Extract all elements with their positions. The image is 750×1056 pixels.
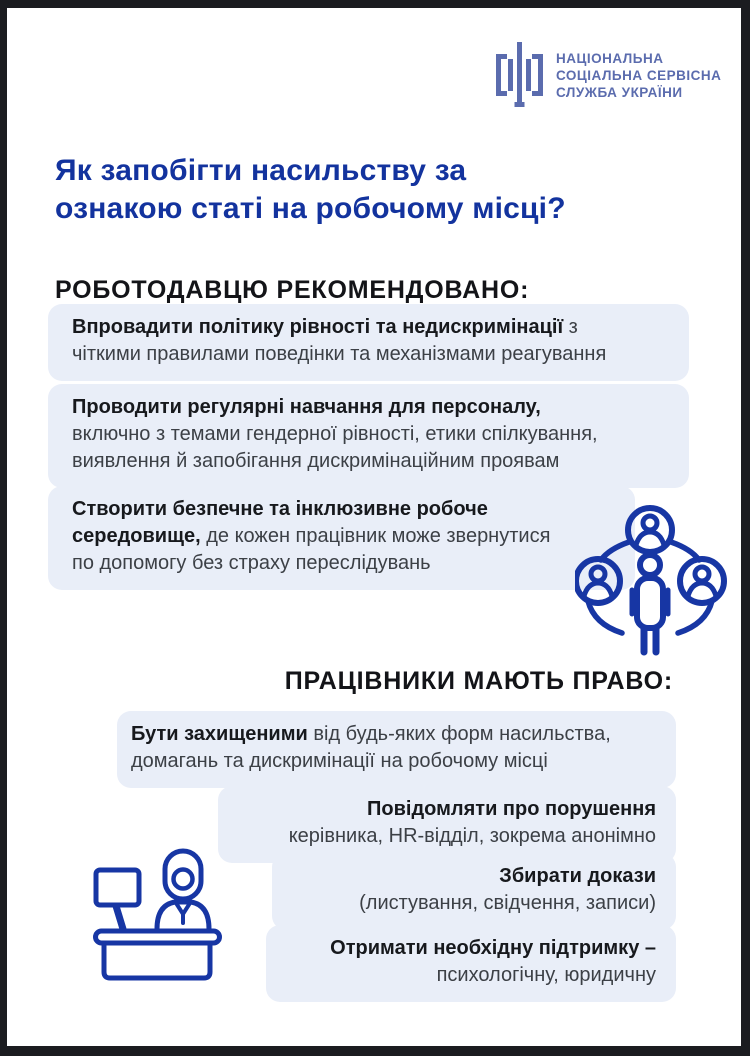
people-network-icon (575, 502, 745, 657)
card-lead: Бути захищеними (131, 723, 308, 745)
page-title (55, 152, 695, 228)
org-logo (496, 42, 721, 108)
card-text: де кожен працівник може звернутися (200, 525, 551, 547)
card-lead: Збирати докази (499, 865, 656, 887)
recommendation-card-3 (48, 486, 635, 590)
recommendation-card-1 (48, 304, 689, 381)
card-text: включно з темами гендерної рівності, етики спілкування, (72, 423, 598, 445)
right-card-2 (218, 786, 676, 863)
right-card-3 (272, 853, 676, 930)
employees-section-heading: ПРАЦІВНИКИ МАЮТЬ ПРАВО: (284, 667, 673, 695)
card-text: керівника, HR-відділ, зокрема анонімно (288, 825, 656, 847)
org-name-line: СЛУЖБА УКРАЇНИ (556, 84, 683, 100)
page-title-line1: Як запобігти насильству за (55, 154, 467, 187)
card-text: домагань та дискримінації на робочому місці (131, 750, 548, 772)
card-lead: Проводити регулярні навчання для персоналу, (72, 396, 541, 418)
employer-section-heading: РОБОТОДАВЦЮ РЕКОМЕНДОВАНО: (55, 276, 530, 304)
card-text: чіткими правилами поведінки та механізмами реагування (72, 343, 607, 365)
right-card-4 (266, 925, 676, 1002)
card-lead: Створити безпечне та інклюзивне робоче (72, 498, 488, 520)
worker-at-desk-icon (93, 845, 225, 982)
recommendation-card-2 (48, 384, 689, 488)
right-card-1 (117, 711, 676, 788)
tryzub-logo-icon (496, 42, 543, 108)
card-text: від будь-яких форм насильства, (307, 723, 611, 745)
card-text: психологічну, юридичну (436, 964, 656, 986)
card-lead: середовище, (72, 525, 201, 547)
card-lead: Отримати необхідну підтримку – (330, 937, 656, 959)
card-lead: Впровадити політику рівності та недискримінації (72, 316, 564, 338)
org-name-line: СОЦІАЛЬНА СЕРВІСНА (556, 67, 722, 83)
org-name-line: НАЦІОНАЛЬНА (556, 50, 664, 66)
page-title-line2: ознакою статі на робочому місці? (55, 192, 566, 225)
card-text: з (563, 316, 578, 338)
card-text: (листування, свідчення, записи) (359, 892, 656, 914)
card-lead: Повідомляти про порушення (367, 798, 656, 820)
org-name (556, 50, 721, 101)
card-text: виявлення й запобігання дискримінаційним проявам (72, 450, 560, 472)
card-text: по допомогу без страху переслідувань (72, 552, 431, 574)
